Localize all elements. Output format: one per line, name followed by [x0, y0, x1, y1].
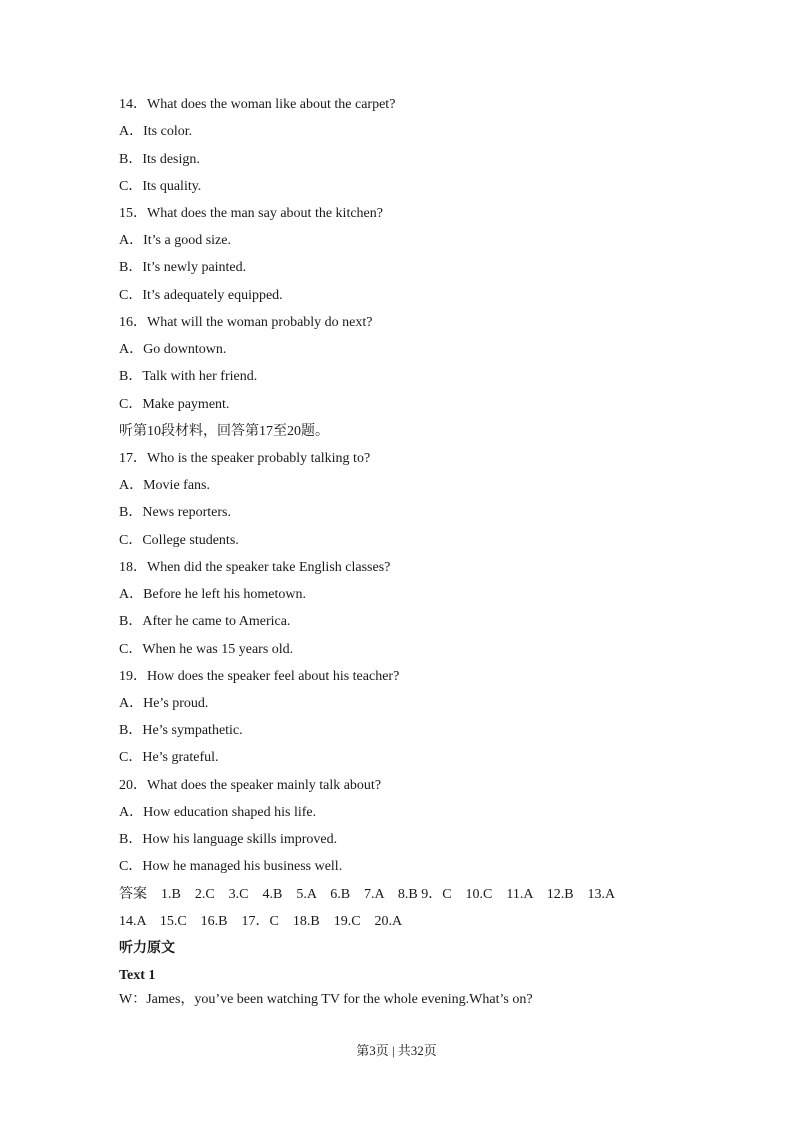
option-15a: A．It’s a good size.: [119, 233, 231, 248]
option-17c: C．College students.: [119, 533, 239, 548]
option-18b: B．After he came to America.: [119, 614, 291, 629]
option-20a: A．How education shaped his life.: [119, 805, 317, 820]
option-15b: B．It’s newly painted.: [119, 260, 247, 275]
question-17: 17．Who is the speaker probably talking to?: [119, 451, 371, 466]
page-footer: 第3页 | 共32页: [356, 1043, 437, 1058]
option-14b: B．Its design.: [119, 152, 200, 167]
text-1-heading: Text 1: [119, 968, 156, 983]
option-15c: C．It’s adequately equipped.: [119, 288, 283, 303]
option-14a: A．Its color.: [119, 124, 193, 139]
question-14: 14．What does the woman like about the carpet?: [119, 97, 396, 112]
question-15: 15．What does the man say about the kitchen?: [119, 206, 383, 221]
option-20c: C．How he managed his business well.: [119, 859, 343, 874]
question-16: 16．What will the woman probably do next?: [119, 315, 373, 330]
option-16b: B．Talk with her friend.: [119, 369, 258, 384]
question-18: 18．When did the speaker take English classes?: [119, 560, 391, 575]
option-16c: C．Make payment.: [119, 397, 230, 412]
answer-key-row-2: 14.A 15.C 16.B 17．C 18.B 19.C 20.A: [119, 914, 403, 929]
option-14c: C．Its quality.: [119, 179, 202, 194]
option-16a: A．Go downtown.: [119, 342, 227, 357]
option-17b: B．News reporters.: [119, 505, 231, 520]
option-19c: C．He’s grateful.: [119, 750, 219, 765]
question-19: 19．How does the speaker feel about his teacher?: [119, 669, 400, 684]
option-18c: C．When he was 15 years old.: [119, 642, 294, 657]
option-17a: A．Movie fans.: [119, 478, 210, 493]
option-20b: B．How his language skills improved.: [119, 832, 338, 847]
transcript-line: W：James，you’ve been watching TV for the whole evening.What’s on?: [119, 992, 533, 1007]
transcript-heading: 听力原文: [119, 941, 175, 956]
question-20: 20．What does the speaker mainly talk about?: [119, 778, 382, 793]
option-18a: A．Before he left his hometown.: [119, 587, 307, 602]
answer-key-row-1: 答案 1.B 2.C 3.C 4.B 5.A 6.B 7.A 8.B 9．C 10.C 11.A 12.B 13.A: [119, 887, 616, 902]
option-19a: A．He’s proud.: [119, 696, 209, 711]
option-19b: B．He’s sympathetic.: [119, 723, 243, 738]
section-instruction: 听第10段材料，回答第17至20题。: [119, 424, 329, 439]
